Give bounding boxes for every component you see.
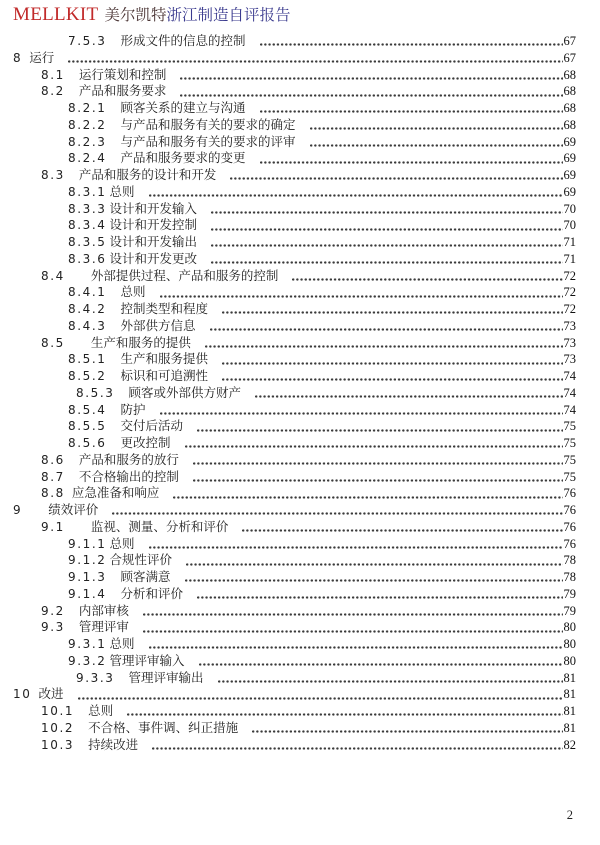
toc-entry-title: 合规性评价 [109, 552, 173, 568]
toc-entry [0, 150, 600, 167]
toc-entry-title: 标识和可追溯性 [120, 368, 209, 383]
toc-entry-title: 设计和开发控制 [109, 217, 198, 233]
toc-entry-number: 8.2.3 [68, 134, 107, 149]
toc-entry-number: 9.1 [41, 519, 65, 534]
toc-entry [0, 33, 600, 50]
toc-entry-number: 8.5.4 [68, 402, 107, 417]
toc-entry [0, 402, 600, 419]
brand-text: MELLKIT [13, 4, 99, 25]
toc-entry [0, 100, 600, 117]
dot-leader [260, 110, 563, 113]
dot-leader [310, 144, 563, 147]
toc-entry-title: 不合格输出的控制 [78, 468, 179, 484]
toc-entry-page: 75 [563, 436, 576, 450]
dot-leader [252, 730, 562, 733]
dot-leader [211, 244, 562, 247]
toc-entry-title: 顾客或外部供方财产 [128, 384, 242, 400]
toc-entry-page: 79 [563, 586, 576, 601]
toc-entry [0, 67, 600, 84]
toc-entry-title: 产品和服务的设计和开发 [78, 167, 217, 182]
dot-leader [260, 161, 563, 164]
toc-entry-title: 管理评审输入 [109, 652, 185, 668]
toc-entry-page: 81 [563, 687, 576, 702]
toc-entry-number: 8.6 [41, 452, 65, 467]
dot-leader [68, 60, 562, 63]
toc-entry [0, 485, 600, 502]
dot-leader [78, 697, 563, 700]
toc-entry-title: 总则 [88, 703, 114, 718]
toc-entry-page: 73 [563, 335, 576, 350]
toc-entry [0, 653, 600, 670]
toc-entry-number: 9.1.2 [68, 553, 107, 568]
toc-entry [0, 351, 600, 368]
dot-leader [292, 278, 562, 281]
toc-entry-page: 76 [563, 503, 576, 517]
toc-entry-page: 69 [563, 151, 576, 166]
dot-leader [112, 512, 562, 515]
toc-entry-title: 内部审核 [78, 602, 129, 618]
dot-leader [199, 663, 563, 666]
dot-leader [186, 563, 562, 566]
toc-entry-page: 78 [563, 570, 576, 584]
toc-entry [0, 385, 600, 402]
toc-entry-number: 9 [13, 503, 23, 517]
toc-entry [0, 519, 600, 536]
toc-entry [0, 603, 600, 620]
toc-entry-page: 79 [563, 603, 576, 618]
toc-entry-page: 75 [563, 452, 576, 467]
header-title-part1: 美尔凯特 [104, 6, 167, 24]
toc-entry-title: 生产和服务的提供 [90, 334, 191, 350]
footer-page-number: 2 [566, 808, 573, 822]
toc-entry-number: 8.4 [41, 268, 65, 283]
toc-entry-number: 8.5.6 [68, 436, 107, 450]
dot-leader [230, 177, 562, 180]
toc-entry-title: 与产品和服务有关的要求的确定 [120, 116, 296, 132]
document-header [13, 4, 291, 26]
toc-entry-title: 总则 [120, 284, 146, 300]
toc-entry-title: 总则 [109, 183, 135, 199]
dot-leader [180, 77, 562, 80]
dot-leader [260, 43, 563, 46]
toc-entry-number: 9.1.3 [68, 570, 107, 584]
toc-entry-page: 80 [563, 620, 576, 635]
dot-leader [197, 429, 562, 432]
toc-entry-number: 8.5.2 [68, 369, 107, 383]
toc-entry [0, 720, 600, 737]
toc-entry-title: 管理评审输出 [128, 669, 204, 685]
dot-leader [173, 496, 562, 499]
toc-entry-title: 顾客关系的建立与沟通 [120, 100, 246, 115]
toc-entry [0, 418, 600, 435]
toc-entry-number: 8.4.3 [68, 318, 107, 333]
toc-entry-number: 8.1 [41, 67, 65, 82]
toc-entry-title: 产品和服务要求的变更 [120, 150, 246, 166]
toc-entry-page: 68 [563, 84, 576, 99]
toc-entry-page: 74 [563, 385, 576, 400]
toc-entry-number: 8.3.4 [68, 218, 107, 233]
dot-leader [211, 228, 562, 231]
dot-leader [205, 345, 563, 348]
toc-entry-page: 67 [563, 50, 576, 65]
toc-entry-title: 绩效评价 [48, 502, 99, 517]
toc-entry-title: 应急准备和响应 [71, 485, 160, 501]
toc-entry [0, 83, 600, 100]
toc-entry-title: 产品和服务要求 [78, 83, 167, 99]
toc-entry-page: 76 [563, 519, 576, 534]
toc-entry-title: 设计和开发输入 [109, 200, 198, 216]
toc-entry-number: 7.5.3 [68, 34, 107, 48]
dot-leader [143, 613, 563, 616]
toc-entry [0, 435, 600, 452]
toc-entry-title: 外部提供过程、产品和服务的控制 [90, 267, 279, 283]
toc-entry-page: 72 [563, 285, 576, 300]
toc-entry [0, 301, 600, 318]
toc-entry [0, 134, 600, 151]
toc-entry-page: 69 [563, 184, 576, 199]
toc-entry-page: 72 [563, 302, 576, 316]
dot-leader [149, 194, 563, 197]
toc-entry-number: 8.5 [41, 335, 65, 350]
toc-entry-page: 71 [563, 251, 576, 266]
dot-leader [222, 311, 562, 314]
toc-entry-number: 8.4.1 [68, 285, 107, 300]
toc-entry-number: 9.3.2 [68, 653, 107, 668]
toc-entry [0, 234, 600, 251]
toc-entry-number: 8.4.2 [68, 302, 107, 316]
dot-leader [193, 479, 563, 482]
toc-entry-title: 产品和服务的放行 [78, 451, 179, 467]
dot-leader [211, 261, 562, 264]
toc-entry-number: 8.3.5 [68, 235, 107, 249]
toc-entry-title: 生产和服务提供 [120, 351, 209, 367]
toc-entry-number: 8.3.6 [68, 251, 107, 266]
toc-entry-number: 8.3.3 [68, 201, 107, 216]
toc-entry [0, 50, 600, 67]
toc-entry-number: 10 [13, 687, 32, 702]
toc-entry [0, 686, 600, 703]
toc-entry [0, 536, 600, 553]
toc-entry-page: 68 [563, 117, 576, 132]
toc-entry-title: 总则 [109, 636, 135, 651]
toc-entry-number: 8.2.1 [68, 101, 107, 115]
dot-leader [222, 378, 562, 381]
toc-entry [0, 368, 600, 385]
toc-entry [0, 586, 600, 603]
toc-entry-title: 运行 [29, 49, 55, 65]
toc-entry-page: 71 [563, 235, 576, 249]
toc-entry-page: 68 [563, 101, 576, 115]
dot-leader [185, 579, 563, 582]
toc-entry-page: 74 [563, 402, 576, 417]
toc-entry-title: 运行策划和控制 [78, 66, 167, 82]
toc-entry-number: 10.3 [41, 737, 75, 752]
toc-entry-title: 设计和开发更改 [109, 250, 198, 266]
toc-entry-page: 69 [563, 168, 576, 182]
dot-leader [310, 127, 563, 130]
toc-entry-page: 72 [563, 268, 576, 283]
toc-entry-number: 8.3 [41, 168, 65, 182]
dot-leader [193, 462, 563, 465]
toc-entry [0, 184, 600, 201]
toc-entry [0, 335, 600, 352]
toc-entry [0, 636, 600, 653]
toc-entry-page: 70 [563, 201, 576, 216]
toc-entry [0, 502, 600, 519]
toc-entry-title: 持续改进 [88, 736, 139, 752]
toc-entry-title: 改进 [38, 686, 64, 702]
toc-entry-number: 8.5.3 [76, 385, 115, 400]
toc-entry-page: 80 [563, 653, 576, 668]
header-title-part2: 浙江制造自评报告 [166, 6, 291, 24]
dot-leader [211, 211, 562, 214]
dot-leader [160, 412, 563, 415]
toc-entry-title: 防护 [120, 401, 146, 417]
toc-entry-number: 8.5.1 [68, 352, 107, 367]
toc-entry-number: 8.2.4 [68, 151, 107, 166]
toc-entry-page: 74 [563, 369, 576, 383]
toc-entry-title: 交付后活动 [120, 418, 184, 434]
toc-entry-number: 8.7 [41, 469, 65, 484]
toc-entry-title: 更改控制 [120, 435, 171, 450]
toc-entry-number: 8.5.5 [68, 419, 107, 434]
toc-entry-page: 81 [563, 670, 576, 685]
toc-entry-number: 8.8 [41, 486, 65, 501]
toc-entry-title: 顾客满意 [120, 569, 171, 584]
toc-entry-page: 78 [563, 553, 576, 568]
toc-entry [0, 268, 600, 285]
toc-entry [0, 117, 600, 134]
toc-entry-page: 75 [563, 469, 576, 484]
toc-entry [0, 284, 600, 301]
dot-leader [197, 596, 562, 599]
toc-entry-number: 9.2 [41, 603, 65, 618]
toc-entry-page: 76 [563, 536, 576, 551]
toc-entry-number: 8.2.2 [68, 117, 107, 132]
dot-leader [149, 546, 563, 549]
toc-entry-number: 8.3.1 [68, 184, 107, 199]
toc-entry-number: 9.3.1 [68, 637, 107, 651]
toc-entry-page: 73 [563, 352, 576, 367]
toc-entry-page: 69 [563, 134, 576, 149]
toc-list [0, 33, 600, 753]
toc-entry-title: 与产品和服务有关的要求的评审 [120, 133, 296, 149]
toc-entry-page: 67 [563, 34, 576, 48]
toc-entry-number: 8.2 [41, 84, 65, 99]
dot-leader [160, 295, 563, 298]
toc-entry-number: 9.3 [41, 620, 65, 635]
toc-entry-page: 75 [563, 419, 576, 434]
dot-leader [180, 94, 562, 97]
toc-entry [0, 167, 600, 184]
toc-entry [0, 217, 600, 234]
dot-leader [152, 747, 562, 750]
toc-entry-page: 82 [563, 737, 576, 752]
toc-entry-page: 68 [563, 67, 576, 82]
toc-entry-title: 不合格、事件调、纠正措施 [88, 719, 239, 735]
toc-entry [0, 318, 600, 335]
toc-entry-page: 81 [563, 720, 576, 735]
toc-entry-title: 管理评审 [78, 619, 129, 635]
toc-entry [0, 670, 600, 687]
toc-entry-page: 73 [563, 318, 576, 333]
toc-entry [0, 251, 600, 268]
dot-leader [149, 646, 563, 649]
toc-entry [0, 619, 600, 636]
toc-entry-page: 81 [563, 704, 576, 718]
toc-entry [0, 703, 600, 720]
toc-entry [0, 201, 600, 218]
toc-entry-number: 10.2 [41, 720, 75, 735]
toc-entry [0, 469, 600, 486]
toc-entry-title: 外部供方信息 [120, 317, 196, 333]
dot-leader [255, 395, 562, 398]
toc-entry-title: 分析和评价 [120, 585, 184, 601]
toc-entry-page: 70 [563, 218, 576, 233]
toc-entry-page: 80 [563, 637, 576, 651]
toc-entry-number: 10.1 [41, 704, 75, 718]
dot-leader [242, 529, 562, 532]
toc-entry [0, 569, 600, 586]
dot-leader [185, 445, 563, 448]
toc-entry-number: 9.3.3 [76, 670, 115, 685]
toc-entry [0, 737, 600, 754]
toc-entry [0, 452, 600, 469]
toc-entry-title: 设计和开发输出 [109, 234, 198, 249]
toc-entry-title: 控制类型和程度 [120, 301, 209, 316]
dot-leader [127, 713, 562, 716]
toc-entry-number: 9.1.1 [68, 536, 107, 551]
dot-leader [210, 328, 563, 331]
toc-entry-title: 总则 [109, 535, 135, 551]
toc-entry-page: 76 [563, 486, 576, 501]
toc-entry-number: 8 [13, 50, 23, 65]
dot-leader [222, 362, 562, 365]
toc-entry-number: 9.1.4 [68, 586, 107, 601]
toc-entry-title: 形成文件的信息的控制 [120, 33, 246, 48]
dot-leader [218, 680, 563, 683]
dot-leader [143, 630, 563, 633]
toc-entry-title: 监视、测量、分析和评价 [90, 518, 229, 534]
toc-entry [0, 552, 600, 569]
